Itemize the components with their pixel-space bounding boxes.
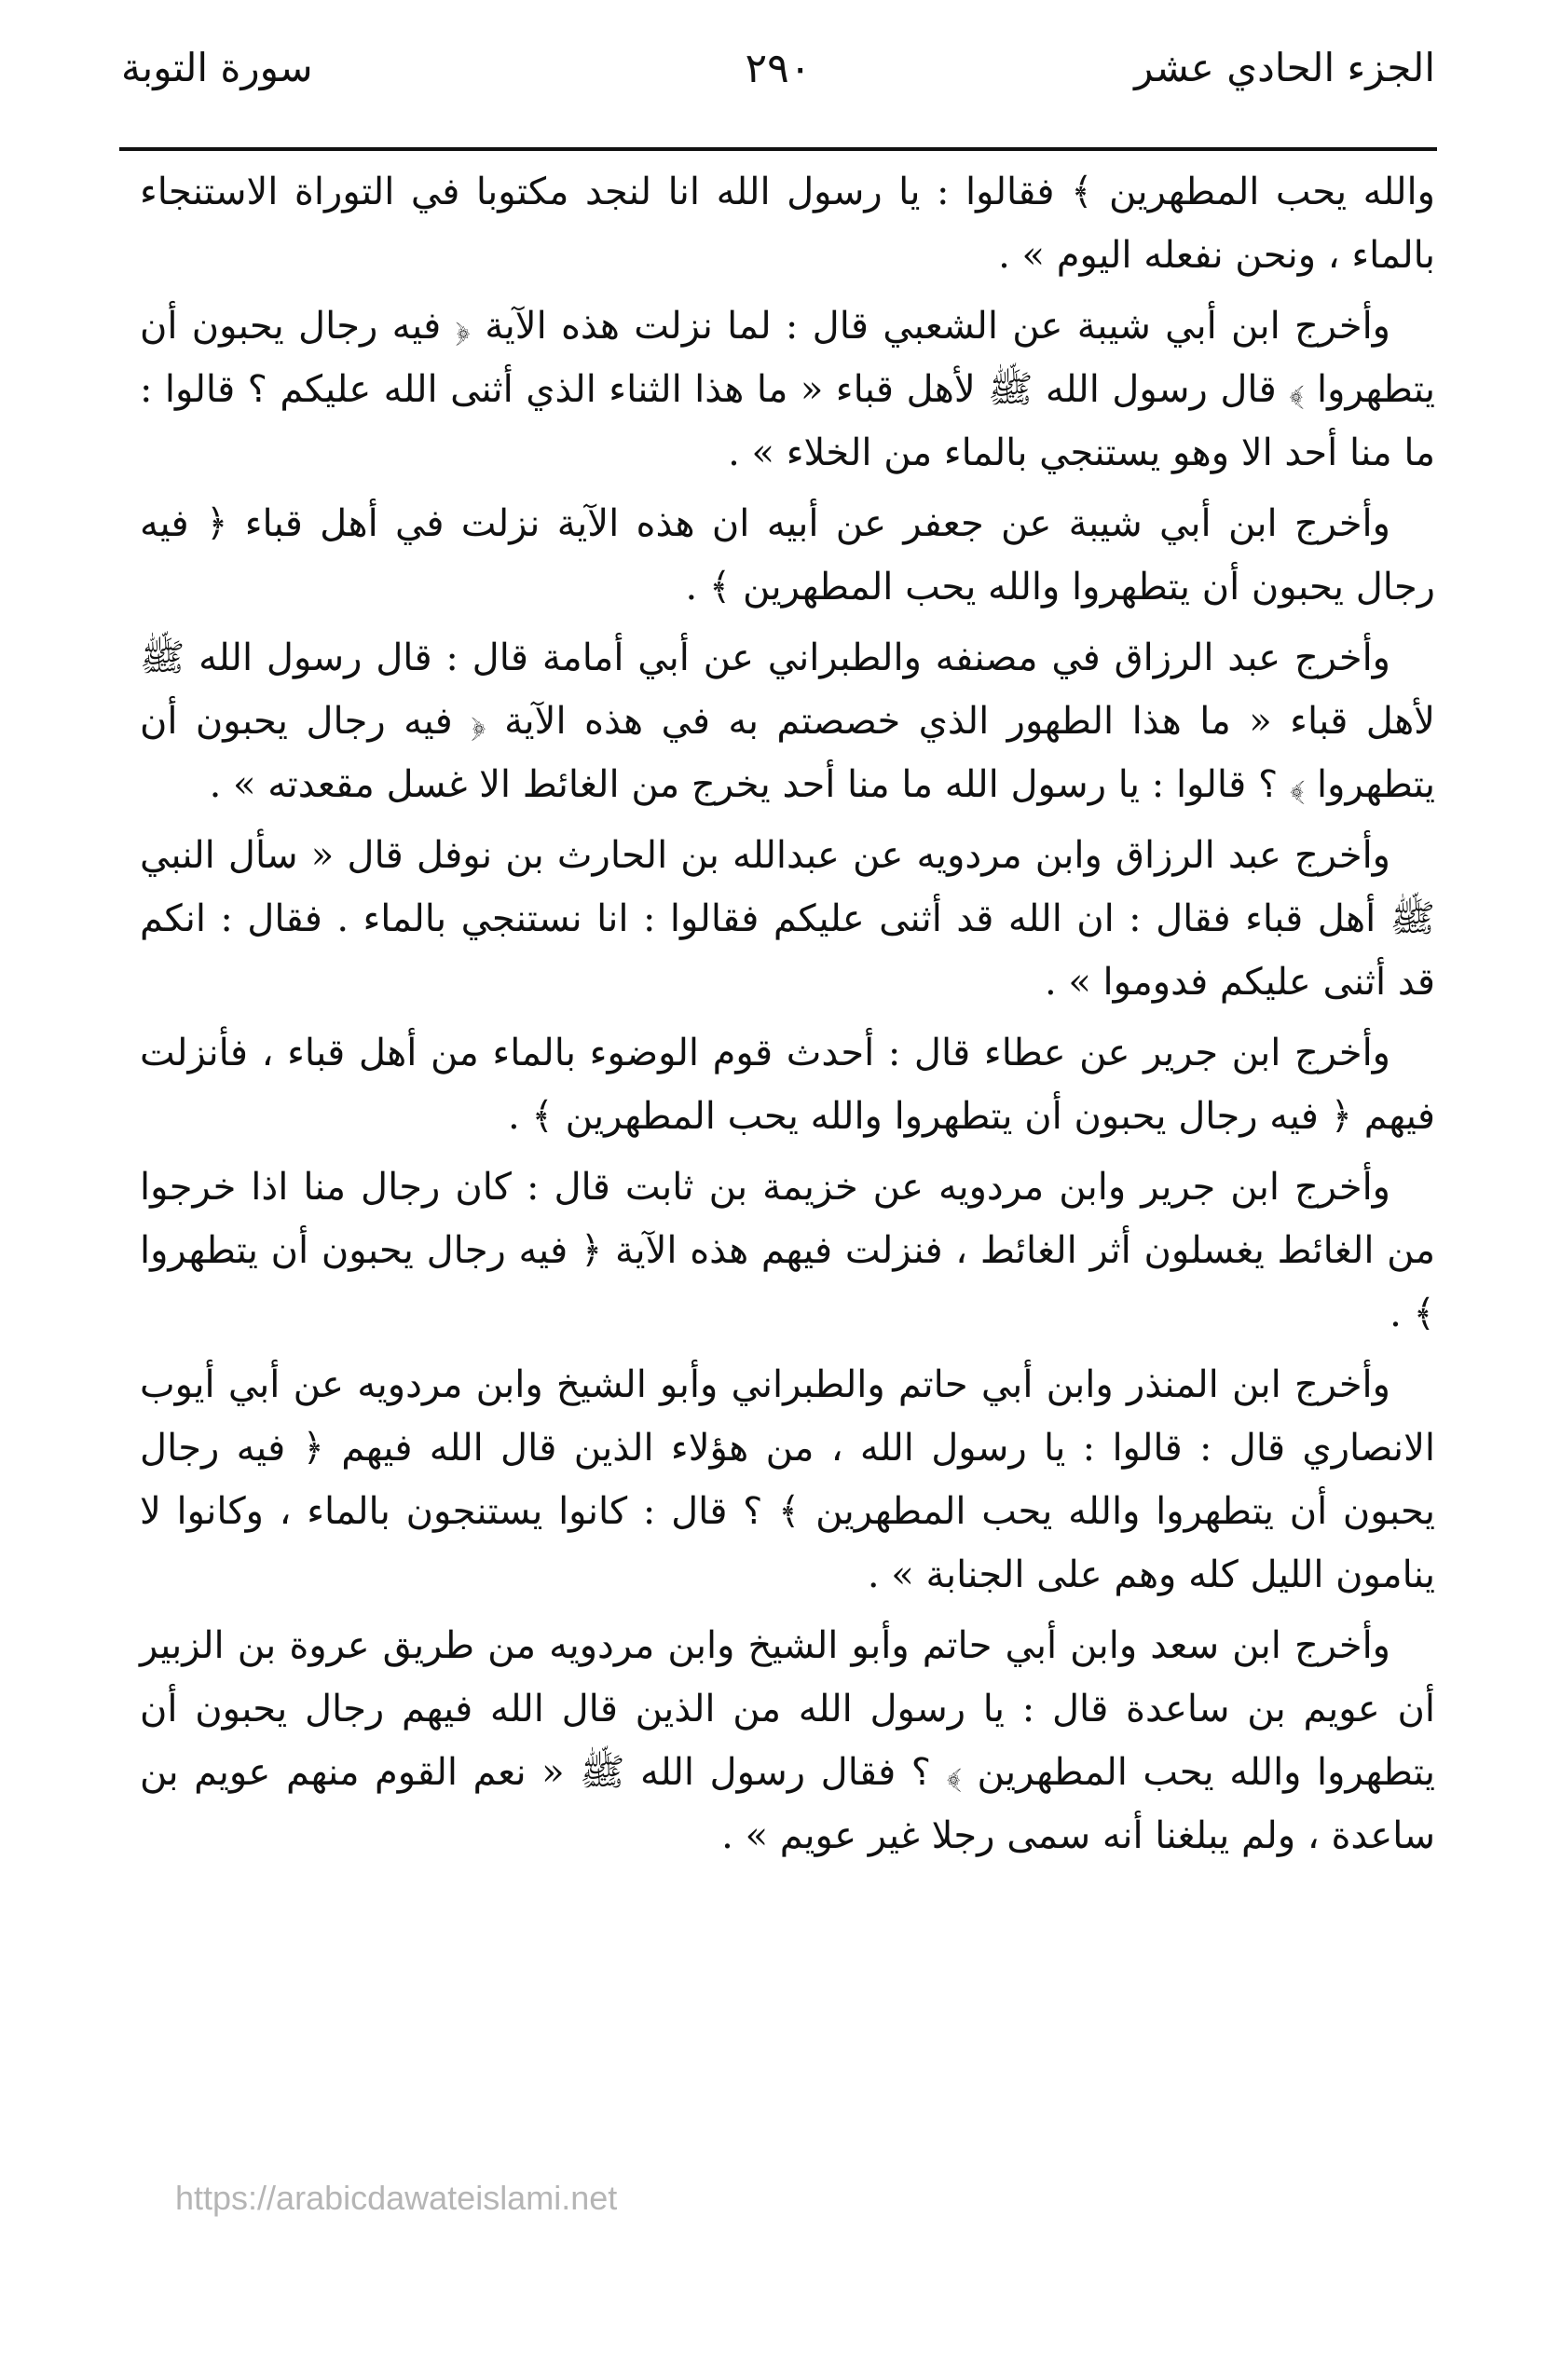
watermark-url: https://arabicdawateislami.net [175,2179,618,2217]
surah-title: سورة التوبة [121,45,313,90]
part-title: الجزء الحادي عشر [1134,45,1435,90]
page-number: ٢٩٠ [745,45,812,92]
paragraph: وأخرج ابن أبي شيبة عن الشعبي قال : لما نزلت هذه الآية ﴿ فيه رجال يحبون أن يتطهروا ﴾ قال رسول الله ﷺ لأهل قباء « ما هذا الثناء الذي أثنى الله عليكم ؟ قالوا : ما منا أحد الا وهو يستنجي بالماء من الخلاء » . [140,305,1435,474]
paragraph: وأخرج ابن سعد وابن أبي حاتم وأبو الشيخ وابن مردويه من طريق عروة بن الزبير أن عويم بن ساعدة قال : يا رسول الله من الذين قال الله فيهم رجال يحبون أن يتطهروا والله يحب المطهرين ﴾ ؟ فقال رسول الله ﷺ « نعم القوم منهم عويم بن ساعدة ، ولم يبلغنا أنه سمى رجلا غير عويم » . [140,1624,1435,1857]
paragraph: وأخرج ابن أبي شيبة عن جعفر عن أبيه ان هذه الآية نزلت في أهل قباء ﴿ فيه رجال يحبون أن يتطهروا والله يحب المطهرين ﴾ . [140,502,1435,609]
header-divider [119,147,1437,151]
paragraph: وأخرج ابن جرير وابن مردويه عن خزيمة بن ثابت قال : كان رجال منا اذا خرجوا من الغائط يغسلون أثر الغائط ، فنزلت فيهم هذه الآية ﴿ فيه رجال يحبون أن يتطهروا ﴾ . [140,1166,1435,1335]
page-header [121,37,1435,130]
page-body [140,160,1435,1875]
paragraph: والله يحب المطهرين ﴾ فقالوا : يا رسول الله انا لنجد مكتوبا في التوراة الاستنجاء بالماء ، ونحن نفعله اليوم » . [140,171,1435,277]
paragraph: وأخرج ابن المنذر وابن أبي حاتم والطبراني وأبو الشيخ وابن مردويه عن أبي أيوب الانصاري قال : قالوا : يا رسول الله ، من هؤلاء الذين قال الله فيهم ﴿ فيه رجال يحبون أن يتطهروا والله يحب المطهرين ﴾ ؟ قال : كانوا يستنجون بالماء ، وكانوا لا ينامون الليل كله وهم على الجنابة » . [140,1363,1435,1596]
paragraph: وأخرج عبد الرزاق وابن مردويه عن عبدالله بن الحارث بن نوفل قال « سأل النبي ﷺ أهل قباء فقال : ان الله قد أثنى عليكم فقالوا : انا نستنجي بالماء . فقال : انكم قد أثنى عليكم فدوموا » . [140,834,1435,1004]
paragraph: وأخرج عبد الرزاق في مصنفه والطبراني عن أبي أمامة قال : قال رسول الله ﷺ لأهل قباء « ما هذا الطهور الذي خصصتم به في هذه الآية ﴿ فيه رجال يحبون أن يتطهروا ﴾ ؟ قالوا : يا رسول الله ما منا أحد يخرج من الغائط الا غسل مقعدته » . [140,636,1435,806]
paragraph: وأخرج ابن جرير عن عطاء قال : أحدث قوم الوضوء بالماء من أهل قباء ، فأنزلت فيهم ﴿ فيه رجال يحبون أن يتطهروا والله يحب المطهرين ﴾ . [140,1032,1435,1138]
